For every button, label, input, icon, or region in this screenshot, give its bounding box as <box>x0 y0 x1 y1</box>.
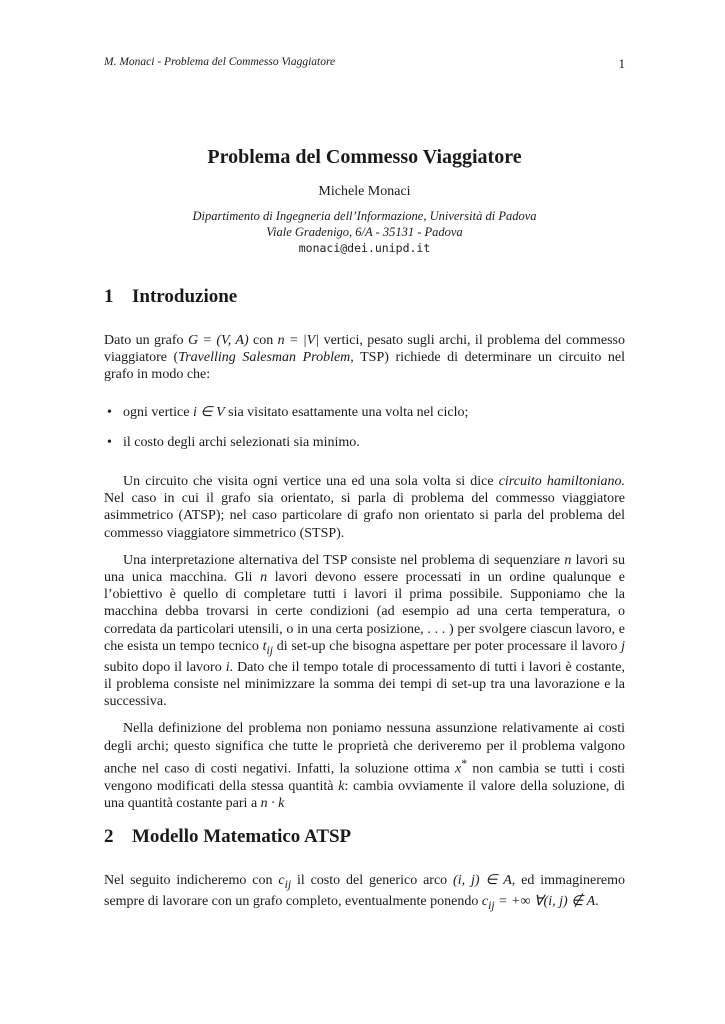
emphasis-tsp-name: Travelling Salesman Problem <box>178 350 351 366</box>
author-name: Michele Monaci <box>318 184 411 199</box>
title-block <box>104 146 625 257</box>
section-number: 1 <box>104 286 114 307</box>
hamiltonian-paragraph: Un circuito che visita ogni vertice una ed una sola volta si dice circuito hamiltoniano. Nel caso in cui il grafo sia orientato, si parla di problema del commesso viaggiatore asimmetrico (ATSP); nel caso particolare di grafo non orientato si parla del problema del commesso viaggiatore simmetrico (STSP). <box>104 474 625 541</box>
affiliation-line-1: Dipartimento di Ingegneria dell’Informazione, Università di Padova <box>192 209 537 223</box>
section-title: Modello Matematico ATSP <box>132 826 352 847</box>
emphasis-hamiltonian: circuito hamiltoniano. <box>498 474 625 490</box>
intro-paragraph: Dato un grafo G = (V, A) con n = |V| vertici, pesato sugli archi, il problema del commesso viaggiatore (Travelling Salesman Problem, TSP) richiede di determinare un circuito nel grafo in modo che: <box>104 333 626 383</box>
section-1-body <box>104 332 625 822</box>
section-title: Introduzione <box>132 286 238 307</box>
math-graph: G = (V, A) <box>187 333 249 348</box>
costs-paragraph: Nella definizione del problema non poniamo nessuna assunzione relativamente ai costi degli archi; questo significa che tutte le proprietà che deriveremo per il problema valgono anche nel caso di costi negativi. Infatti, la soluzione ottima x* non cambia se tutti i costi vengono modificati della stessa quantità k: cambia ovviamente il valore della soluzione, di una quantità costante pari a n · k <box>104 721 625 811</box>
math-vertex-count: n = |V| <box>277 333 320 348</box>
math-setup-time: t <box>262 638 267 654</box>
condition-list <box>104 404 625 451</box>
list-item: • il costo degli archi selezionati sia minimo. <box>107 434 360 450</box>
section-2-body <box>104 872 625 924</box>
bullet-icon: • <box>107 434 112 450</box>
section-heading-introduzione <box>104 286 237 308</box>
sequencing-paragraph: Una interpretazione alternativa del TSP consiste nel problema di sequenziare n lavori su una unica macchina. Gli n lavori devono essere processati in un ordine qualunque e l’obiettivo è quello di completare tutti i lavori il prima possibile. Supponiamo che la macchina debba trovarsi in certe condizioni (ad esempio ad una certa temperatura, o corredata da particolari utensili, o in una certa posizione, . . . ) per svolgere ciascun lavoro, e che esista un tempo tecnico $t_{ij}$ di set-up che bisogna aspettare per poter processare il lavoro j subito dopo il lavoro i. Dato che il tempo totale di processamento di tutti i lavori è costante, il problema consiste nel minimizzare la somma dei tempi di set-up tra una lavorazione e la successiva. <box>104 552 626 710</box>
section-number: 2 <box>104 826 114 847</box>
page-number: 1 <box>618 56 625 71</box>
bullet-icon: • <box>107 404 112 420</box>
section-heading-modello <box>104 826 351 848</box>
math-optimal-solution: x <box>455 761 462 777</box>
running-title: M. Monaci - Problema del Commesso Viaggiatore <box>104 56 336 68</box>
author-email[interactable]: monaci@dei.unipd.it <box>298 241 431 255</box>
paper-title: Problema del Commesso Viaggiatore <box>207 146 522 168</box>
model-paragraph: Nel seguito indicheremo con $c_{ij}$ il costo del generico arco (i, j) ∈ A, ed immagineremo sempre di lavorare con un grafo completo, eventualmente ponendo $c_{ij}$ = +∞ ∀(i, j) ∉ A. <box>104 873 626 912</box>
list-item: • ogni vertice i ∈ V sia visitato esattamente una volta nel ciclo; <box>107 404 469 420</box>
affiliation-line-2: Viale Gradenigo, 6/A - 35131 - Padova <box>266 225 463 239</box>
running-header <box>104 56 625 71</box>
